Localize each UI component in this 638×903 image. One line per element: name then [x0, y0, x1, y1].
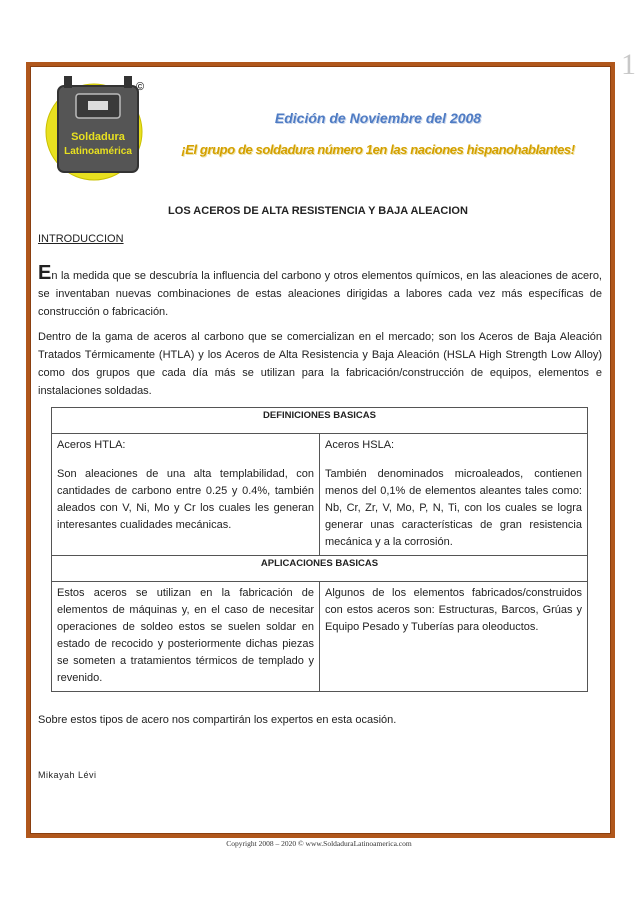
applications-right: Algunos de los elementos fabricados/construidos con estos aceros son: Estructuras, Barcos, Grúas y Equipo Pesado y Tuberías para oleoductos. [320, 582, 588, 692]
htla-text: Son aleaciones de una alta templabilidad, con cantidades de carbono entre 0.25 y 0.4%, también aleados con V, Ni, Mo y Cr los cuales les generan interesantes cualidades mecánicas. [57, 468, 314, 531]
drop-cap: E [38, 262, 52, 284]
intro-paragraph [38, 262, 602, 321]
tagline: ¡El grupo de soldadura número 1en las naciones hispanohablantes! [181, 142, 575, 157]
hsla-cell [320, 434, 588, 556]
copyright-mark: © [135, 81, 145, 93]
page-number: 1 [621, 48, 636, 81]
article-title: LOS ACEROS DE ALTA RESISTENCIA Y BAJA ALEACION [168, 205, 468, 217]
logo-line2: Latinoamérica [64, 146, 132, 157]
copyright-footer: Copyright 2008 – 2020 © www.SoldaduraLatinoamerica.com [226, 839, 412, 848]
hsla-title: Aceros HSLA: [325, 439, 395, 451]
htla-title: Aceros HTLA: [57, 439, 126, 451]
edition-title: Edición de Noviembre del 2008 [274, 110, 482, 126]
intro-paragraph-text: n la medida que se descubría la influencia del carbono y otros elementos químicos, en las aleaciones de acero, se inventaban nuevas combinaciones de estas aleaciones dirigidas a labores cada vez más específicas de construcción o fabricación. [38, 270, 602, 318]
hsla-text: También denominados microaleados, contienen menos del 0,1% de elementos aleantes tales como: Nb, Cr, Zr, V, Mo, P, N, Ti, con los cuales se logra generar unas características de gran resistencia mecánica y a la corrosión. [325, 468, 582, 548]
definitions-header: DEFINICIONES BASICAS [52, 408, 588, 434]
intro-heading: INTRODUCCION [38, 233, 124, 245]
applications-header: APLICACIONES BASICAS [52, 556, 588, 582]
logo-line1: Soldadura [71, 131, 125, 143]
second-paragraph: Dentro de la gama de aceros al carbono que se comercializan en el mercado; son los Aceros de Baja Aleación Tratados Térmicamente (HTLA) y los Aceros de Alta Resistencia y Baja Aleación (HSLA High Strength Low Alloy) como dos grupos que cada día más se utilizan para la fabricación/construcción de equipos, elementos e instalaciones soldadas. [38, 331, 602, 397]
author-name: Mikayah Lévi [38, 770, 97, 780]
soldadura-latinoamerica-logo [36, 72, 156, 182]
htla-cell [52, 434, 320, 556]
applications-left: Estos aceros se utilizan en la fabricación de elementos de máquinas y, en el caso de necesitar operaciones de soldeo estos se suelen soldar en estado de recocido y posteriormente dichas piezas se someten a tratamientos térmicos de templado y revenido. [52, 582, 320, 692]
closing-sentence: Sobre estos tipos de acero nos compartirán los expertos en esta ocasión. [38, 714, 397, 726]
definitions-table [51, 407, 588, 692]
